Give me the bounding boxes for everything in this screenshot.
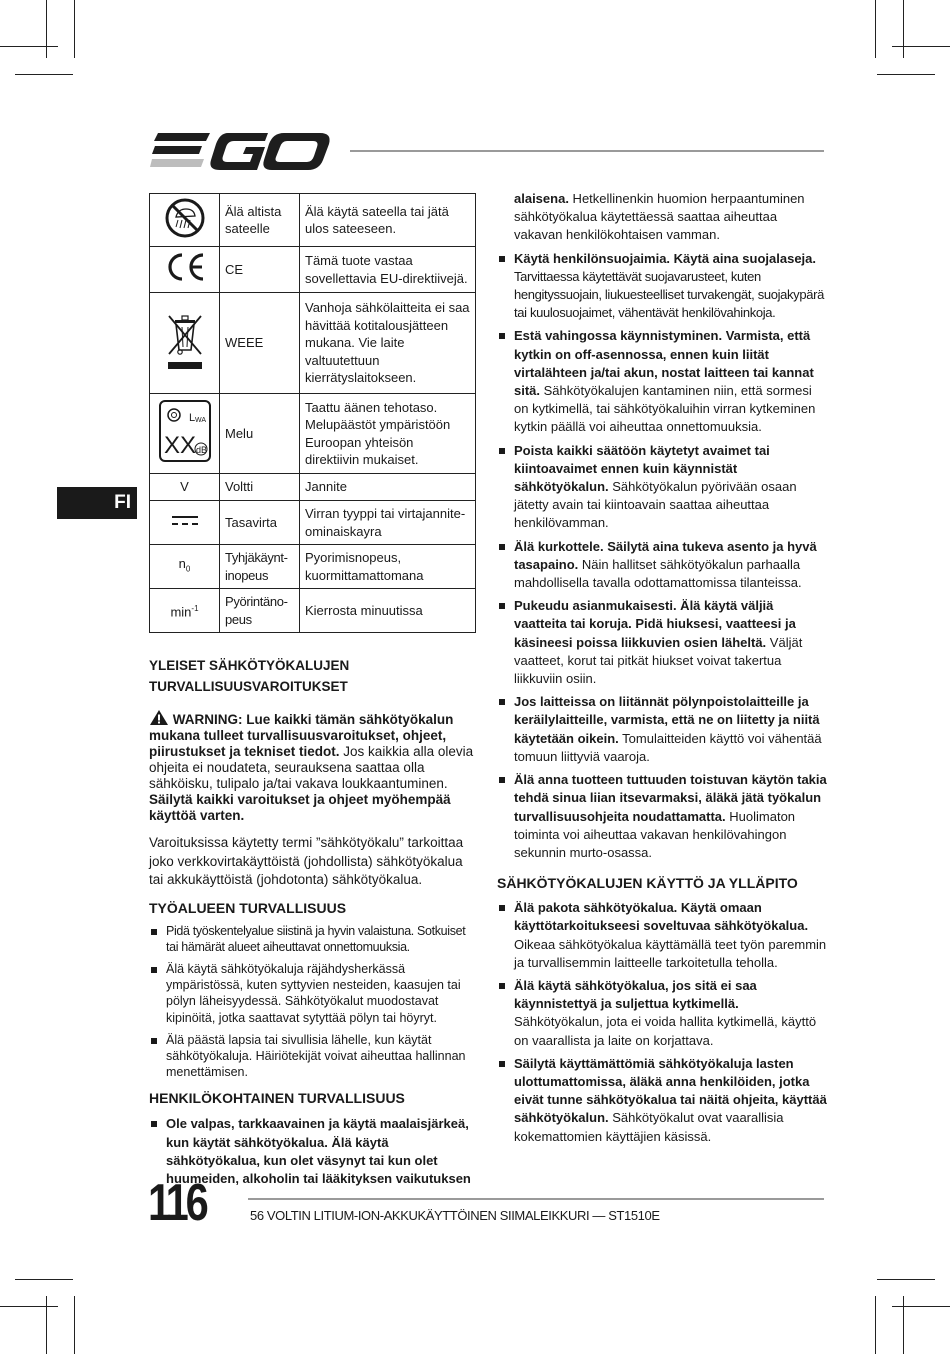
no-rain-icon (164, 197, 206, 239)
crop-mark (903, 1296, 904, 1354)
crop-mark (877, 74, 935, 75)
crop-mark (74, 0, 75, 58)
table-row (150, 194, 476, 247)
section-heading: TYÖALUEEN TURVALLISUUS (149, 899, 347, 916)
symbol-name: Älä altista sateelle (220, 194, 300, 247)
weee-bin-icon (163, 310, 207, 372)
crop-mark (875, 1296, 876, 1354)
svg-text:L: L (188, 412, 195, 425)
personal-safety-list (497, 250, 827, 863)
crop-mark (15, 1279, 73, 1280)
symbol-description: Pyorimisnopeus, kuormittamattomana (300, 545, 476, 589)
list-item: Älä käytä sähkötyökalua, jos sitä ei saa käynnistettyä ja suljettua kytkimellä. Sähkötyökalun, jota ei voida hallita kytkimellä, käyttö on vaarallista ja laite on korjattava. (497, 977, 827, 1050)
svg-text:XX: XX (163, 432, 196, 460)
crop-mark (15, 74, 73, 75)
symbol-cell (150, 247, 220, 293)
warning-paragraph: WARNING: Lue kaikki tämän sähkötyökalun mukana tulleet turvallisuusvaroitukset, ohjeet, piirustukset ja tekniset tiedot. Jos kaikkia alla olevia ohjeita ei noudateta, seurauksena saattaa olla sähköisku, tulipalo ja/tai vakava loukkaantuminen. Säilytä kaikki varoitukset ja ohjeet myöhempää käyttöä varten. (149, 709, 476, 824)
work-area-list (149, 923, 476, 1081)
symbol-description: Jannite (300, 474, 476, 501)
dc-current-icon (172, 515, 198, 527)
warning-label: WARNING: (172, 712, 243, 727)
crop-mark (74, 1296, 75, 1354)
noise-label-icon (158, 399, 212, 463)
list-item: Pukeudu asianmukaisesti. Älä käytä väljiä vaatteita tai koruja. Pidä hiuksesi, vaatteesi ja käsineesi poissa liikkuvien osien läheltä. Väljät vaatteet, korut tai pitkät hiukset voivat takertua liikkuviin osiin. (497, 597, 827, 688)
list-item: Käytä henkilönsuojaimia. Käytä aina suojalaseja. Tarvittaessa käytettävät suojavarusteet, kuten hengityssuojain, liukuesteelliset turvakengät, suojakypärä tai kuulosuojaimet, vähentävät henkilövahinkoja. (497, 250, 827, 323)
table-row (150, 247, 476, 293)
right-column (497, 190, 827, 1146)
header-rule (350, 150, 824, 152)
min-symbol: $\min^{-1}$ (150, 589, 220, 633)
list-item: Estä vahingossa käynnistyminen. Varmista, että kytkin on off-asennossa, ennen kuin liität virtalähteen ja/tai akun, nostat laitteen tai kannat sitä. Sähkötyökalujen kantaminen niin, että sormesi on kytkimellä, tai sähkötyökaluihin virran kytkeminen kytkin päällä voi aiheuttaa onnettomuuksia. (497, 327, 827, 436)
list-item: Poista kaikki säätöön käytetyt avaimet tai kiintoavaimet ennen kuin käynnistät sähkötyökalun. Sähkötyökalun pyörivään osaan jätetty avain tai kiintoavain saattaa aiheuttaa henkilövamman. (497, 442, 827, 533)
volt-symbol: V (150, 474, 220, 501)
symbol-cell (150, 394, 220, 474)
warning-triangle-icon (149, 709, 169, 726)
symbol-name: Pyörintäno-peus (220, 589, 300, 633)
section-heading: YLEISET SÄHKÖTYÖKALUJEN TURVALLISUUSVAROITUKSET (149, 658, 350, 694)
symbol-cell (150, 293, 220, 394)
list-item: Pidä työskentelyalue siistinä ja hyvin valaistuna. Sotkuiset tai hämärät alueet aiheuttavat onnettomuuksia. (149, 923, 476, 955)
list-item: Jos laitteissa on liitännät pölynpoistolaitteille ja keräilylaitteille, varmista, että ne on liitetty ja niitä käytetään oikein. Tomulaitteiden käyttö voi vähentää tomuun liittyviä vaaroja. (497, 693, 827, 766)
n0-symbol: $n_0$ (150, 545, 220, 589)
symbol-name: Tasavirta (220, 501, 300, 545)
table-row (150, 501, 476, 545)
term-paragraph: Varoituksissa käytetty termi ”sähkötyökalu” tarkoittaa joko verkkovirtakäyttöistä (johdollista) sähkötyökalua tai akkukäyttöistä (johdotonta) sähkötyökalua. (149, 835, 464, 887)
crop-mark (892, 1306, 950, 1307)
crop-mark (903, 0, 904, 58)
continued-item: alaisena. Hetkellinenkin huomion herpaantuminen sähkötyökalua käytettäessä saattaa aiheuttaa vakavan henkilökohtaisen vamman. (514, 191, 805, 243)
symbol-description: Älä käytä sateella tai jätä ulos sateeseen. (300, 194, 476, 247)
list-item: Säilytä käyttämättömiä sähkötyökaluja lasten ulottumattomissa, äläkä anna henkilöiden, jotka eivät tunne sähkötyökalua tai näitä ohjeita, käyttää sähkötyökalun. Sähkötyökalut ovat vaarallisia kokemattomien käyttäjien käsissä. (497, 1055, 827, 1146)
crop-mark (0, 1306, 58, 1307)
table-row (150, 293, 476, 394)
symbol-description: Tämä tuote vastaa sovellettavia EU-direktiivejä. (300, 247, 476, 293)
footer-text: 56 VOLTIN LITIUM-ION-AKKUKÄYTTÖINEN SIIMALEIKKURI — ST1510E (250, 1208, 660, 1223)
symbol-description: Virran tyyppi tai virtajannite-ominaiskayra (300, 501, 476, 545)
table-row (150, 394, 476, 474)
list-item: Älä päästä lapsia tai sivullisia lähelle, kun käytät sähkötyökaluja. Häiriötekijät voivat aiheuttaa hallinnan menettämisen. (149, 1032, 476, 1081)
symbol-table (149, 193, 476, 633)
symbol-description: Vanhoja sähkölaitteita ei saa hävittää kotitalousjätteen mukana. Vie laite valtuutettuun kierrätyslaitokseen. (300, 293, 476, 394)
symbol-description: Kierrosta minuutissa (300, 589, 476, 633)
left-column (149, 655, 476, 1188)
symbol-name: Voltti (220, 474, 300, 501)
symbol-name: Melu (220, 394, 300, 474)
page-number: 116 (148, 1174, 206, 1232)
symbol-name: Tyhjäkäynt-inopeus (220, 545, 300, 589)
ce-mark-icon (163, 252, 207, 282)
crop-mark (46, 1296, 47, 1354)
list-item: Älä anna tuotteen tuttuuden toistuvan käytön takia tehdä sinua liian itsevarmaksi, äläkä jätä työkalun turvallisuusohjeita noudattamatta. Huolimaton toiminta voi aiheuttaa vakavan henkilövahingon sekunnin murto-osassa. (497, 771, 827, 862)
list-item: Älä käytä sähkötyökaluja räjähdysherkässä ympäristössä, kuten syttyvien nesteiden, kaasujen tai pölyn läheisyydessä. Sähkötyökalut muodostavat kipinöitä, jotka saattavat sytyttää pölyn tai höyryt. (149, 961, 476, 1026)
crop-mark (875, 0, 876, 58)
crop-mark (892, 46, 950, 47)
table-row (150, 545, 476, 589)
crop-mark (877, 1279, 935, 1280)
symbol-cell (150, 194, 220, 247)
section-heading: SÄHKÖTYÖKALUJEN KÄYTTÖ JA YLLÄPITO (497, 875, 798, 892)
ego-logo (150, 130, 332, 172)
section-heading: HENKILÖKOHTAINEN TURVALLISUUS (149, 1090, 405, 1107)
svg-text:WA: WA (194, 417, 206, 425)
crop-mark (0, 46, 58, 47)
footer-rule (248, 1198, 824, 1200)
tool-use-list (497, 899, 827, 1146)
symbol-name: WEEE (220, 293, 300, 394)
table-row (150, 589, 476, 633)
table-row (150, 474, 476, 501)
language-tab: FI (57, 487, 137, 519)
list-item: Älä kurkottele. Säilytä aina tukeva asento ja hyvä tasapaino. Näin hallitset sähkötyökalun parhaalla mahdollisella tavalla odottamattomissa tilanteissa. (497, 538, 827, 593)
svg-text:dB: dB (195, 445, 207, 456)
list-item: Ole valpas, tarkkaavainen ja käytä maalaisjärkeä, kun käytät sähkötyökalua. Älä käytä sähkötyökalua, kun olet väsynyt tai kun olet huumeiden, alkoholin tai lääkityksen vaikutuksen (149, 1115, 476, 1188)
list-item: Älä pakota sähkötyökalua. Käytä omaan käyttötarkoitukseesi soveltuvaa sähkötyökalua. Oikeaa sähkötyökalua käyttämällä teet työn paremmin ja turvallisemmin laitteelle tarkoitetulla teholla. (497, 899, 827, 972)
symbol-cell (150, 501, 220, 545)
symbol-name: CE (220, 247, 300, 293)
symbol-description: Taattu äänen tehotaso. Melupäästöt ympäristöön Euroopan yhteisön direktiivin mukaiset. (300, 394, 476, 474)
crop-mark (46, 0, 47, 58)
